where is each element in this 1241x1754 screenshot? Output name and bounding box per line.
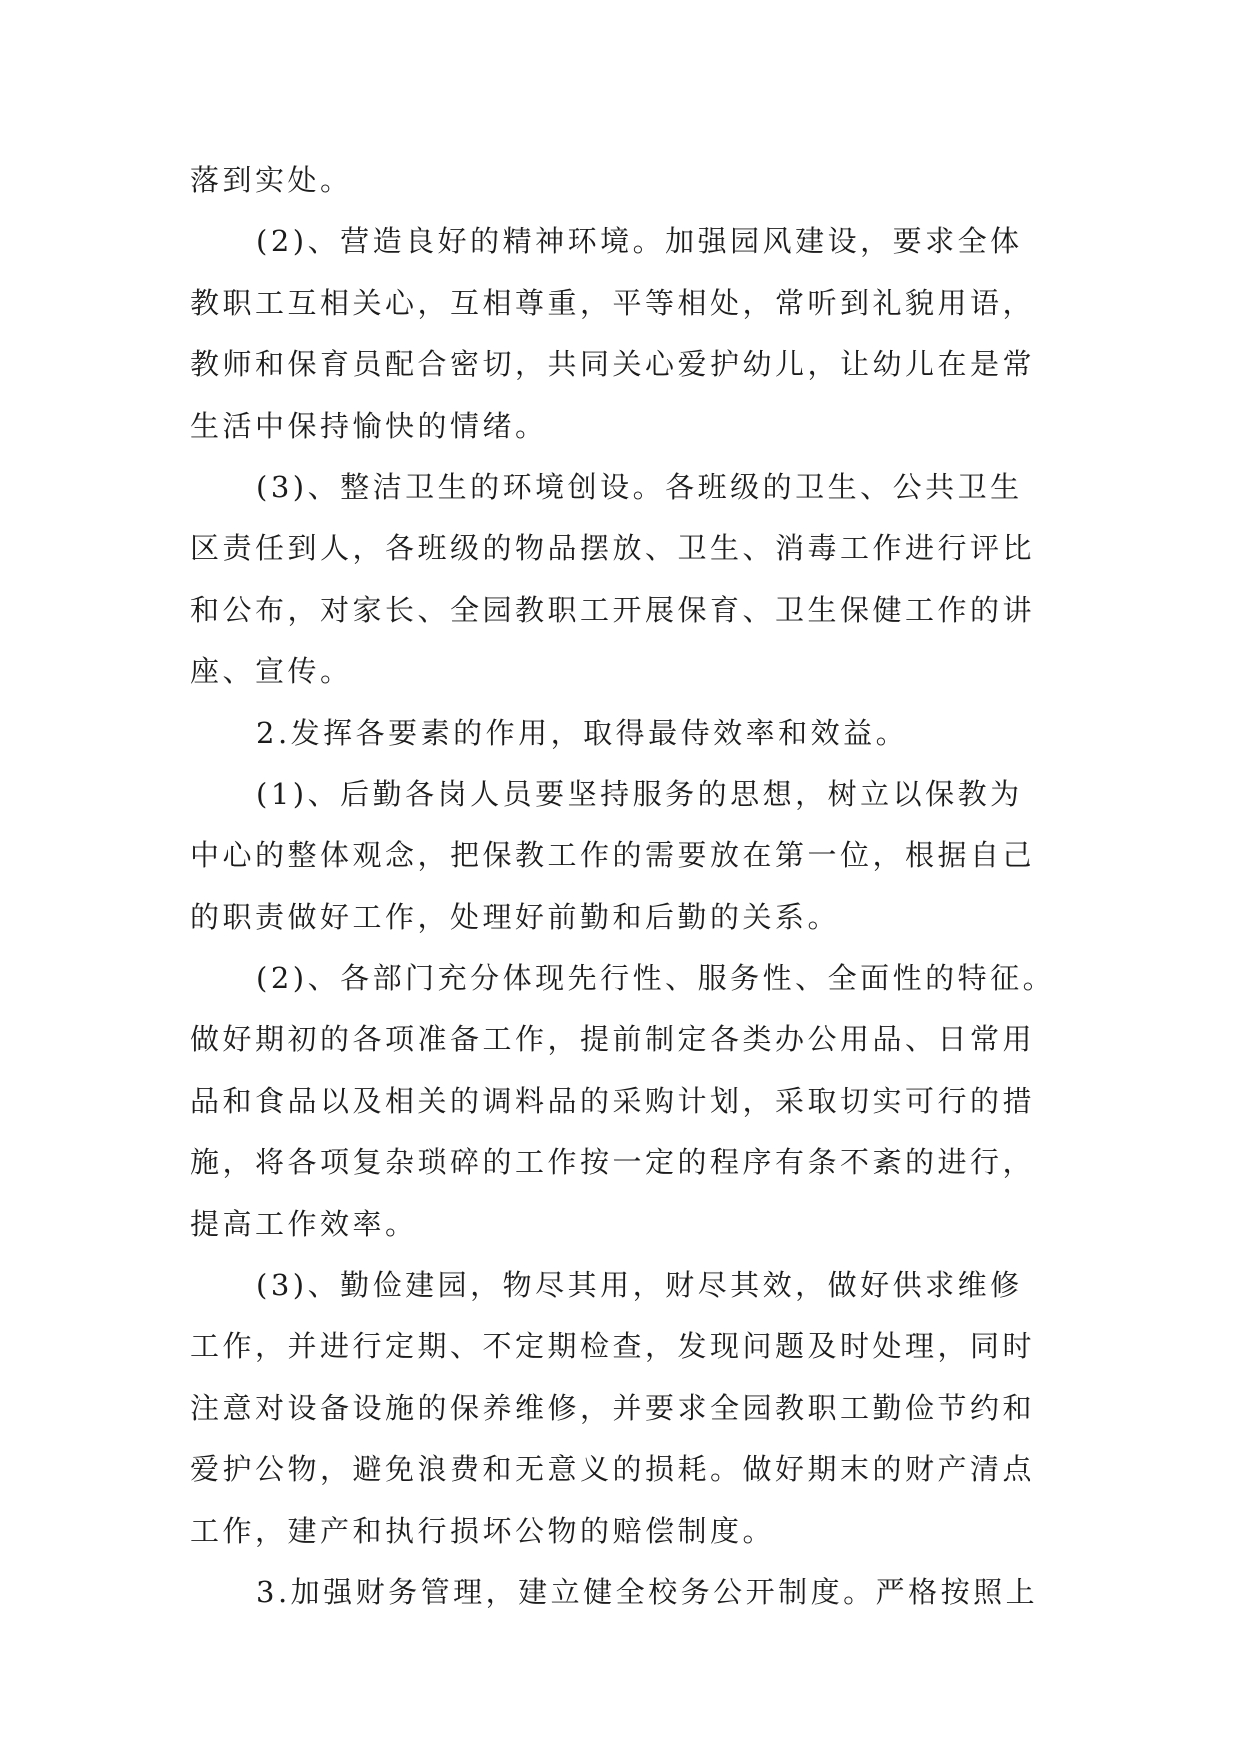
text-line: 和公布，对家长、全园教职工开展保育、卫生保健工作的讲 — [190, 592, 1036, 627]
text-line: 做好期初的各项准备工作，提前制定各类办公用品、日常用 — [190, 1022, 1036, 1057]
text-line: 工作，建产和执行损坏公物的赔偿制度。 — [190, 1513, 776, 1548]
text-line: 教师和保育员配合密切，共同关心爱护幼儿，让幼儿在是常 — [190, 347, 1036, 382]
text-line: 施，将各项复杂琐碎的工作按一定的程序有条不紊的进行， — [190, 1145, 1036, 1180]
text-line: (2)、各部门充分体现先行性、服务性、全面性的特征。 — [256, 961, 1056, 996]
text-line: 区责任到人，各班级的物品摆放、卫生、消毒工作进行评比 — [190, 531, 1036, 566]
text-line: 落到实处。 — [190, 163, 353, 197]
text-line: 2.发挥各要素的作用，取得最侍效率和效益。 — [256, 715, 909, 750]
document-body — [190, 150, 1070, 1623]
text-line: 教职工互相关心，互相尊重，平等相处，常听到礼貌用语， — [190, 285, 1036, 320]
text-line: (3)、整洁卫生的环境创设。各班级的卫生、公共卫生 — [256, 469, 1023, 504]
text-line: 提高工作效率。 — [190, 1206, 418, 1241]
text-line: 工作，并进行定期、不定期检查，发现问题及时处理，同时 — [190, 1329, 1036, 1364]
text-line: (1)、后勤各岗人员要坚持服务的思想，树立以保教为 — [256, 776, 1023, 811]
text-line: 座、宣传。 — [190, 654, 353, 689]
text-line: 爱护公物，避免浪费和无意义的损耗。做好期末的财产清点 — [190, 1452, 1036, 1487]
text-line: (3)、勤俭建园，物尽其用，财尽其效，做好供求维修 — [256, 1268, 1023, 1303]
text-line: 中心的整体观念，把保教工作的需要放在第一位，根据自己 — [190, 838, 1036, 873]
text-line: 3.加强财务管理，建立健全校务公开制度。严格按照上 — [256, 1574, 1039, 1609]
text-line: 注意对设备设施的保养维修，并要求全园教职工勤俭节约和 — [190, 1390, 1036, 1425]
text-line: 的职责做好工作，处理好前勤和后勤的关系。 — [190, 899, 841, 934]
text-line: (2)、营造良好的精神环境。加强园风建设，要求全体 — [256, 224, 1023, 259]
text-line: 品和食品以及相关的调料品的采购计划，采取切实可行的措 — [190, 1083, 1036, 1118]
text-line: 生活中保持愉快的情绪。 — [190, 408, 548, 443]
